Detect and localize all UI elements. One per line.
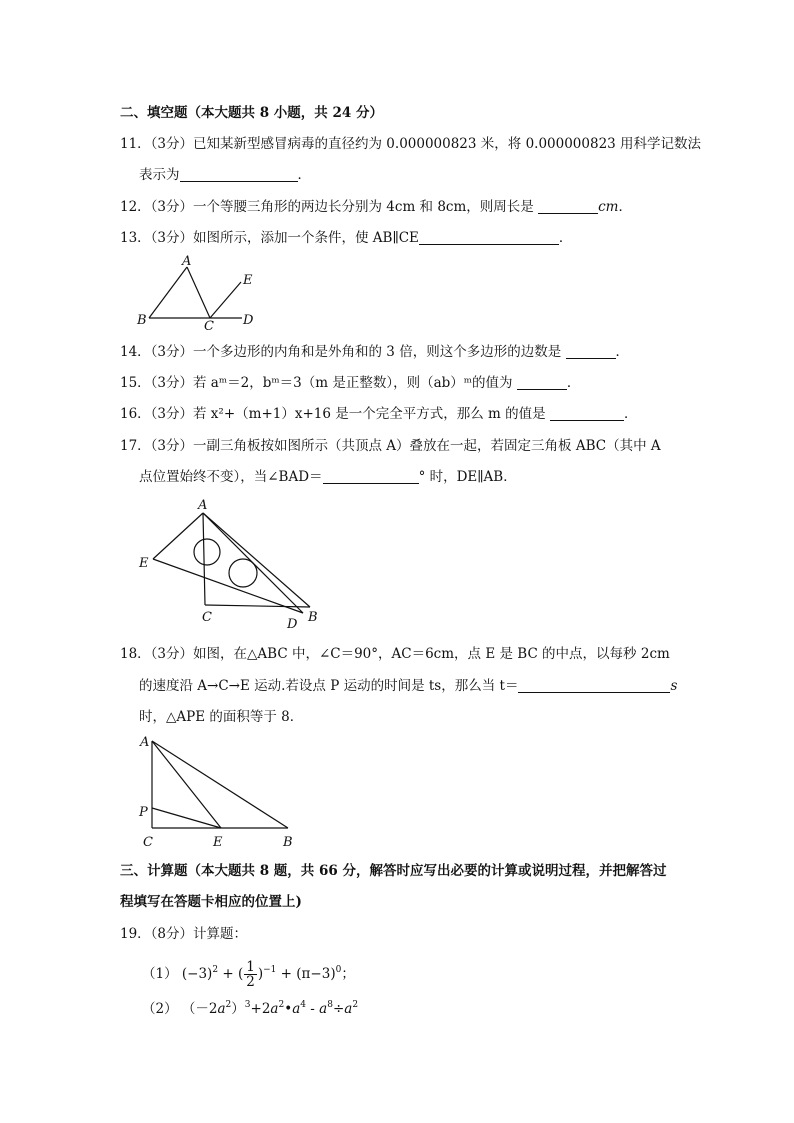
- q19-part1-label: （1）: [142, 966, 178, 982]
- fig13-label-c: C: [204, 319, 214, 334]
- question-16: 16．（3分）若 x²+（m+1）x+16 是一个完全平方式，那么 m 的值是 ．: [120, 406, 638, 422]
- question-19-part1: [142, 960, 355, 989]
- figure-18: [135, 733, 305, 853]
- q19-part1-expr: $(-3)^2$ + ( $\frac{1}{2}$ )$^{-1} + (\pi-3)^0$；: [181, 959, 355, 990]
- question-18-line2: 的速度沿 A→C→E 运动.若设点 P 运动的时间是 ts，那么当 t＝ s: [139, 678, 678, 694]
- q19-part2-label: （2）: [142, 1001, 178, 1017]
- question-12: 12．（3分）一个等腰三角形的两边长分别为 4cm 和 8cm，则周长是 cm．: [120, 199, 632, 215]
- figure-13: [135, 252, 265, 334]
- question-19-title: 19．（8分）计算题：: [120, 926, 248, 942]
- question-18-line1: 18．（3分）如图，在△ABC 中，∠C＝90°，AC＝6cm，点 E 是 BC 的中点，以每秒 2cm: [120, 646, 670, 662]
- fig18-label-b: B: [283, 835, 293, 850]
- fig17-label-e: E: [139, 556, 149, 571]
- q19-part2-expr: $(-2a^2)^3+2a^2•a^4 - a^8\div a^2$: [181, 1000, 359, 1017]
- section-heading-calc-line1: 三、计算题（本大题共 8 题，共 66 分，解答时应写出必要的计算或说明过程，并把解答过: [120, 863, 667, 879]
- answer-blank-15[interactable]: [517, 375, 567, 390]
- question-17-line2: 点位置始终不变），当∠BAD＝ ° 时，DE∥AB．: [139, 469, 517, 485]
- figure-17: [135, 495, 335, 635]
- question-13: 13．（3分）如图所示，添加一个条件，使 AB∥CE ．: [120, 230, 573, 246]
- fig13-label-e: E: [243, 273, 253, 288]
- question-17-line1: 17．（3分）一副三角板按如图所示（共顶点 A）叠放在一起，若固定三角板 ABC（其中 A: [120, 438, 661, 454]
- fig17-label-a: A: [198, 498, 208, 513]
- answer-blank-11[interactable]: [180, 167, 298, 182]
- question-18-line3: 时，△APE 的面积等于 8．: [139, 709, 304, 725]
- answer-blank-17[interactable]: [323, 469, 419, 484]
- fig17-label-b: B: [308, 610, 318, 625]
- answer-blank-16[interactable]: [550, 406, 624, 421]
- question-11-line2: 表示为 ．: [139, 167, 311, 183]
- section-heading-fill-blank: 二、填空题（本大题共 8 小题，共 24 分）: [120, 105, 383, 121]
- fig18-label-e: E: [213, 835, 223, 850]
- fig18-label-c: C: [143, 835, 153, 850]
- fig13-label-b: B: [137, 313, 147, 328]
- question-14: 14．（3分）一个多边形的内角和是外角和的 3 倍，则这个多边形的边数是 ．: [120, 344, 629, 360]
- answer-blank-18[interactable]: [518, 678, 670, 693]
- fig18-label-p: P: [139, 805, 148, 820]
- question-11-line1: 11．（3分）已知某新型感冒病毒的直径约为 0.000000823 米，将 0.000000823 用科学记数法: [120, 136, 702, 152]
- section-heading-calc-line2: 程填写在答题卡相应的位置上): [120, 894, 302, 910]
- question-19-part2: [142, 1000, 358, 1018]
- fig17-label-c: C: [202, 610, 212, 625]
- question-15: 15．（3分）若 aᵐ＝2，bᵐ＝3（m 是正整数），则（ab）ᵐ的值为 ．: [120, 375, 581, 391]
- fig17-label-d: D: [287, 617, 298, 632]
- answer-blank-12[interactable]: [538, 199, 598, 214]
- question-11-prompt: 表示为: [139, 167, 180, 183]
- fig13-label-a: A: [182, 254, 192, 269]
- fig18-label-a: A: [140, 735, 150, 750]
- answer-blank-14[interactable]: [566, 344, 616, 359]
- fig13-label-d: D: [243, 313, 254, 328]
- answer-blank-13[interactable]: [419, 230, 559, 245]
